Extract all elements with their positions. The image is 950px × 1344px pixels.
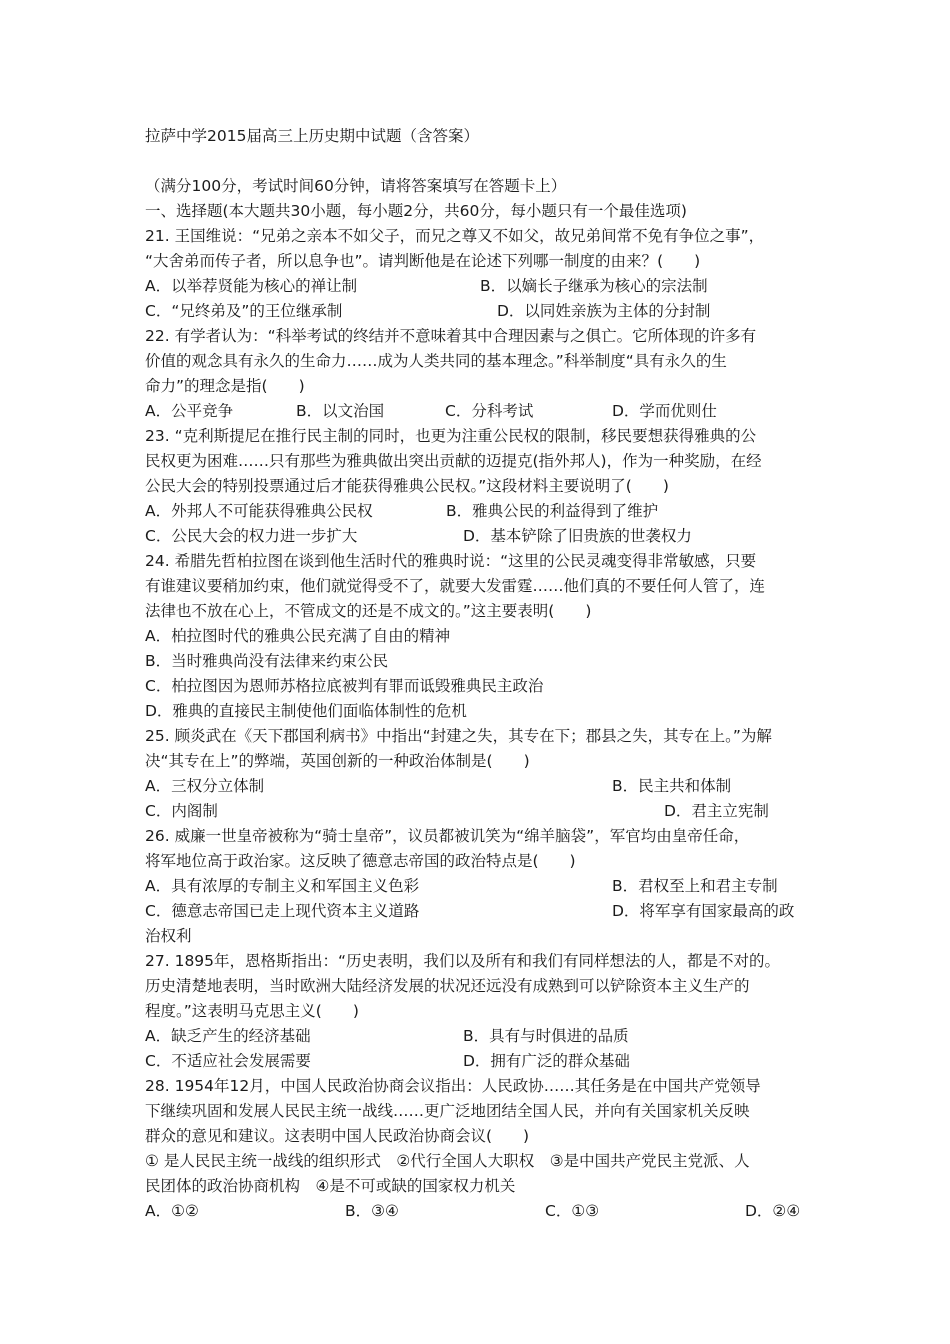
question-22-option-c: C．分科考试 xyxy=(445,402,534,420)
question-22-option-a: A．公平竞争 xyxy=(145,402,234,420)
question-26-option-d: D．将军享有国家最高的政 xyxy=(612,902,795,920)
question-22-option-d: D．学而优则仕 xyxy=(612,402,717,420)
question-26-stem-line: 将军地位高于政治家。这反映了德意志帝国的政治特点是( ) xyxy=(145,852,576,870)
question-24-stem-line: 有谁建议要稍加约束，他们就觉得受不了，就要大发雷霆……他们真的不要任何人管了，连 xyxy=(145,577,766,595)
question-26-option-a: A．具有浓厚的专制主义和军国主义色彩 xyxy=(145,877,420,895)
question-27-stem-line: 27. 1895年，恩格斯指出：“历史表明，我们以及所有和我们有同样想法的人，都是不对的。 xyxy=(145,952,781,970)
question-25-stem-line: 决“其专在上”的弊端，英国创新的一种政治体制是( ) xyxy=(145,752,530,770)
question-24-option-d: D．雅典的直接民主制使他们面临体制性的危机 xyxy=(145,702,467,720)
question-24-stem-line: 24. 希腊先哲柏拉图在谈到他生活时代的雅典时说：“这里的公民灵魂变得非常敏感，只要 xyxy=(145,552,757,570)
question-22-stem-line: 命力”的理念是指( ) xyxy=(145,377,305,395)
question-27-stem-line: 历史清楚地表明，当时欧洲大陆经济发展的状况还远没有成熟到可以铲除资本主义生产的 xyxy=(145,977,750,995)
question-24-option-b: B．当时雅典尚没有法律来约束公民 xyxy=(145,652,389,670)
question-22-option-b: B．以文治国 xyxy=(296,402,385,420)
question-24-option-c: C．柏拉图因为恩师苏格拉底被判有罪而诋毁雅典民主政治 xyxy=(145,677,544,695)
question-23-stem-line: 民权更为困难……只有那些为雅典做出突出贡献的迈提克(指外邦人)，作为一种奖励，在经 xyxy=(145,452,762,470)
question-21-option-d: D．以同姓亲族为主体的分封制 xyxy=(497,302,711,320)
question-23-option-b: B．雅典公民的利益得到了维护 xyxy=(446,502,659,520)
question-23-stem-line: 公民大会的特别投票通过后才能获得雅典公民权。”这段材料主要说明了( ) xyxy=(145,477,669,495)
question-22-stem-line: 22. 有学者认为：“科举考试的终结并不意味着其中合理因素与之俱亡。它所体现的许多有 xyxy=(145,327,757,345)
question-21-stem-line: 21. 王国维说：“兄弟之亲本不如父子，而兄之尊又不如父，故兄弟间常不免有争位之事”， xyxy=(145,227,765,245)
question-27-option-c: C．不适应社会发展需要 xyxy=(145,1052,311,1070)
question-21-option-c: C．“兄终弟及”的王位继承制 xyxy=(145,302,343,320)
question-25-stem-line: 25. 顾炎武在《天下郡国利病书》中指出“封建之失，其专在下；郡县之失，其专在上。”为解 xyxy=(145,727,772,745)
question-26-stem-line: 26. 威廉一世皇帝被称为“骑士皇帝”，议员都被讥笑为“绵羊脑袋”，军官均由皇帝任命， xyxy=(145,827,750,845)
question-22-stem-line: 价值的观念具有永久的生命力……成为人类共同的基本理念。”科举制度“具有永久的生 xyxy=(145,352,727,370)
question-25-option-c: C．内阁制 xyxy=(145,802,218,820)
section-heading: 一、选择题(本大题共30小题，每小题2分，共60分，每小题只有一个最佳选项) xyxy=(145,202,687,220)
page-title: 拉萨中学2015届高三上历史期中试题（含答案） xyxy=(145,127,479,145)
question-25-option-b: B．民主共和体制 xyxy=(612,777,732,795)
question-27-option-b: B．具有与时俱进的品质 xyxy=(463,1027,629,1045)
question-23-option-c: C．公民大会的权力进一步扩大 xyxy=(145,527,358,545)
question-28-option-d: D．②④ xyxy=(745,1202,801,1220)
instructions: （满分100分，考试时间60分钟，请将答案填写在答题卡上） xyxy=(145,177,567,195)
question-28-option-a: A．①② xyxy=(145,1202,199,1220)
question-25-option-a: A．三权分立体制 xyxy=(145,777,265,795)
question-27-option-d: D．拥有广泛的群众基础 xyxy=(463,1052,630,1070)
question-25-option-d: D．君主立宪制 xyxy=(664,802,769,820)
question-27-stem-line: 程度。”这表明马克思主义( ) xyxy=(145,1002,359,1020)
question-26-option-b: B．君权至上和君主专制 xyxy=(612,877,778,895)
question-28-option-c: C．①③ xyxy=(545,1202,600,1220)
question-26-option-d-continued: 治权利 xyxy=(145,927,192,945)
question-23-stem-line: 23. “克利斯提尼在推行民主制的同时，也更为注重公民权的限制，移民要想获得雅典的公 xyxy=(145,427,757,445)
question-21-stem-line: “大舍弟而传子者，所以息争也”。请判断他是在论述下列哪一制度的由来？( ) xyxy=(145,252,701,270)
question-28-stem-line: ① 是人民民主统一战线的组织形式 ②代行全国人大职权 ③是中国共产党民主党派、人 xyxy=(145,1152,750,1170)
question-28-stem-line: 下继续巩固和发展人民民主统一战线……更广泛地团结全国人民，并向有关国家机关反映 xyxy=(145,1102,750,1120)
question-27-option-a: A．缺乏产生的经济基础 xyxy=(145,1027,311,1045)
question-23-option-a: A．外邦人不可能获得雅典公民权 xyxy=(145,502,373,520)
question-26-option-c: C．德意志帝国已走上现代资本主义道路 xyxy=(145,902,420,920)
question-24-option-a: A．柏拉图时代的雅典公民充满了自由的精神 xyxy=(145,627,451,645)
question-21-option-b: B．以嫡长子继承为核心的宗法制 xyxy=(480,277,708,295)
question-28-stem-line: 28. 1954年12月，中国人民政治协商会议指出：人民政协……其任务是在中国共产党领导 xyxy=(145,1077,761,1095)
question-24-stem-line: 法律也不放在心上，不管成文的还是不成文的。”这主要表明( ) xyxy=(145,602,592,620)
question-28-stem-line: 群众的意见和建议。这表明中国人民政治协商会议( ) xyxy=(145,1127,530,1145)
question-23-option-d: D．基本铲除了旧贵族的世袭权力 xyxy=(463,527,692,545)
question-28-option-b: B．③④ xyxy=(345,1202,399,1220)
question-21-option-a: A．以举荐贤能为核心的禅让制 xyxy=(145,277,358,295)
question-28-stem-line: 民团体的政治协商机构 ④是不可或缺的国家权力机关 xyxy=(145,1177,516,1195)
